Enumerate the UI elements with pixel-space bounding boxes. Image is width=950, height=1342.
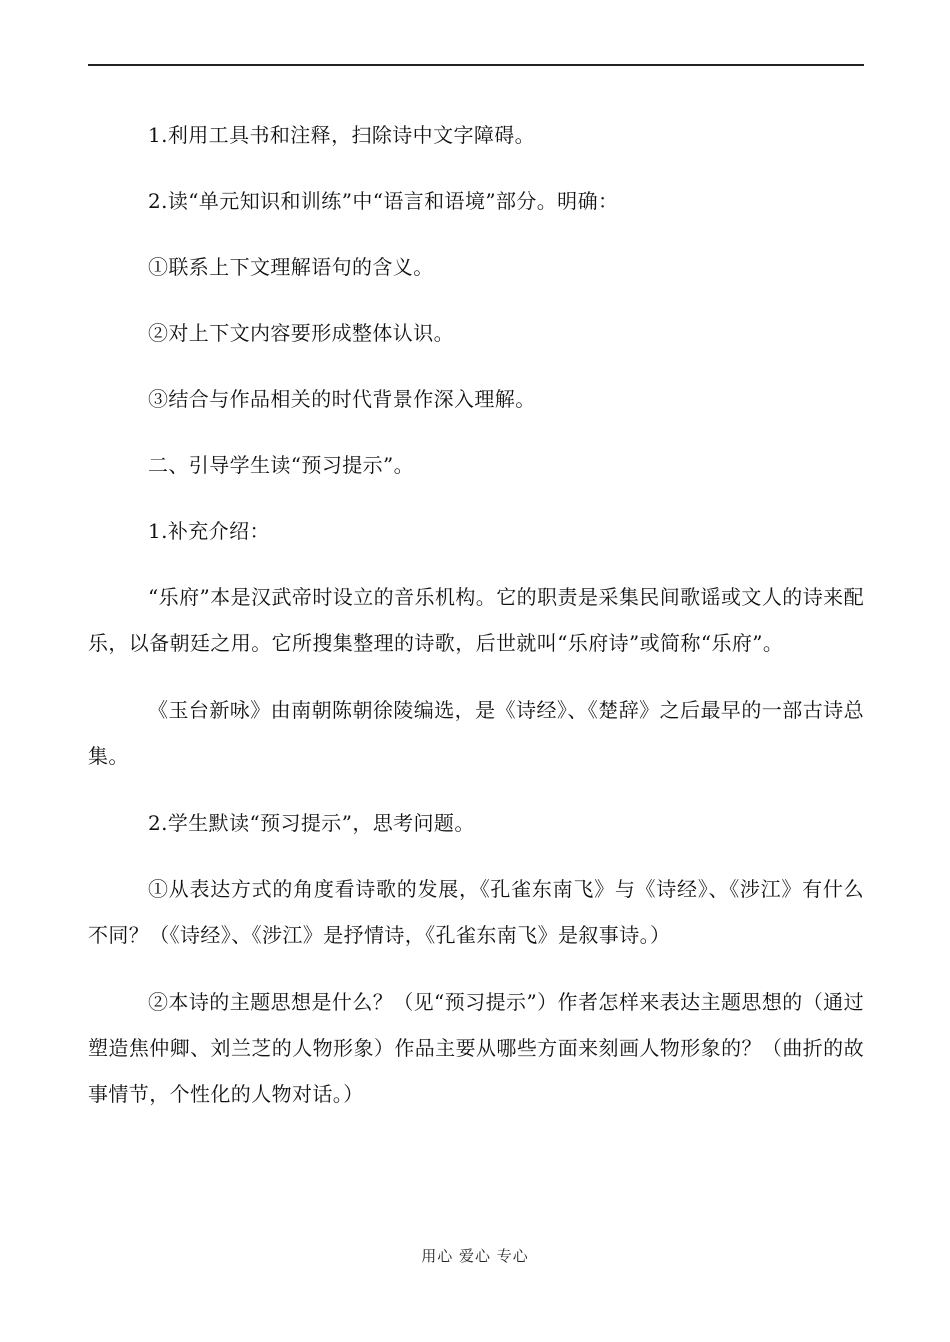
paragraph-8: “乐府”本是汉武帝时设立的音乐机构。它的职责是采集民间歌谣或文人的诗来配乐，以备朝廷之用。它所搜集整理的诗歌，后世就叫“乐府诗”或简称“乐府”。 (88, 585, 864, 655)
paragraph-12: ②本诗的主题思想是什么？（见“预习提示”）作者怎样来表达主题思想的（通过塑造焦仲卿、刘兰芝的人物形象）作品主要从哪些方面来刻画人物形象的？（曲折的故事情节，个性化的人物对话。） (88, 990, 864, 1106)
paragraph-2: 2.读“单元知识和训练”中“语言和语境”部分。明确： (148, 189, 619, 213)
paragraph-11: ①从表达方式的角度看诗歌的发展，《孔雀东南飞》与《诗经》、《涉江》有什么不同？（《诗经》、《涉江》是抒情诗，《孔雀东南飞》是叙事诗。） (88, 877, 864, 947)
paragraph-5: ③结合与作品相关的时代背景作深入理解。 (148, 387, 536, 411)
paragraph-10: 2.学生默读“预习提示”，思考问题。 (148, 811, 475, 835)
paragraph-7: 1.补充介绍： (148, 519, 270, 543)
document-body (88, 112, 864, 1117)
page-footer: 用心 爱心 专心 (421, 1247, 529, 1265)
paragraph-4: ②对上下文内容要形成整体认识。 (148, 321, 454, 345)
header-rule (88, 64, 864, 66)
paragraph-9: 《玉台新咏》由南朝陈朝徐陵编选，是《诗经》、《楚辞》之后最早的一部古诗总集。 (88, 698, 864, 768)
paragraph-1: 1.利用工具书和注释，扫除诗中文字障碍。 (148, 123, 536, 147)
paragraph-6: 二、引导学生读“预习提示”。 (148, 453, 415, 477)
paragraph-3: ①联系上下文理解语句的含义。 (148, 255, 434, 279)
